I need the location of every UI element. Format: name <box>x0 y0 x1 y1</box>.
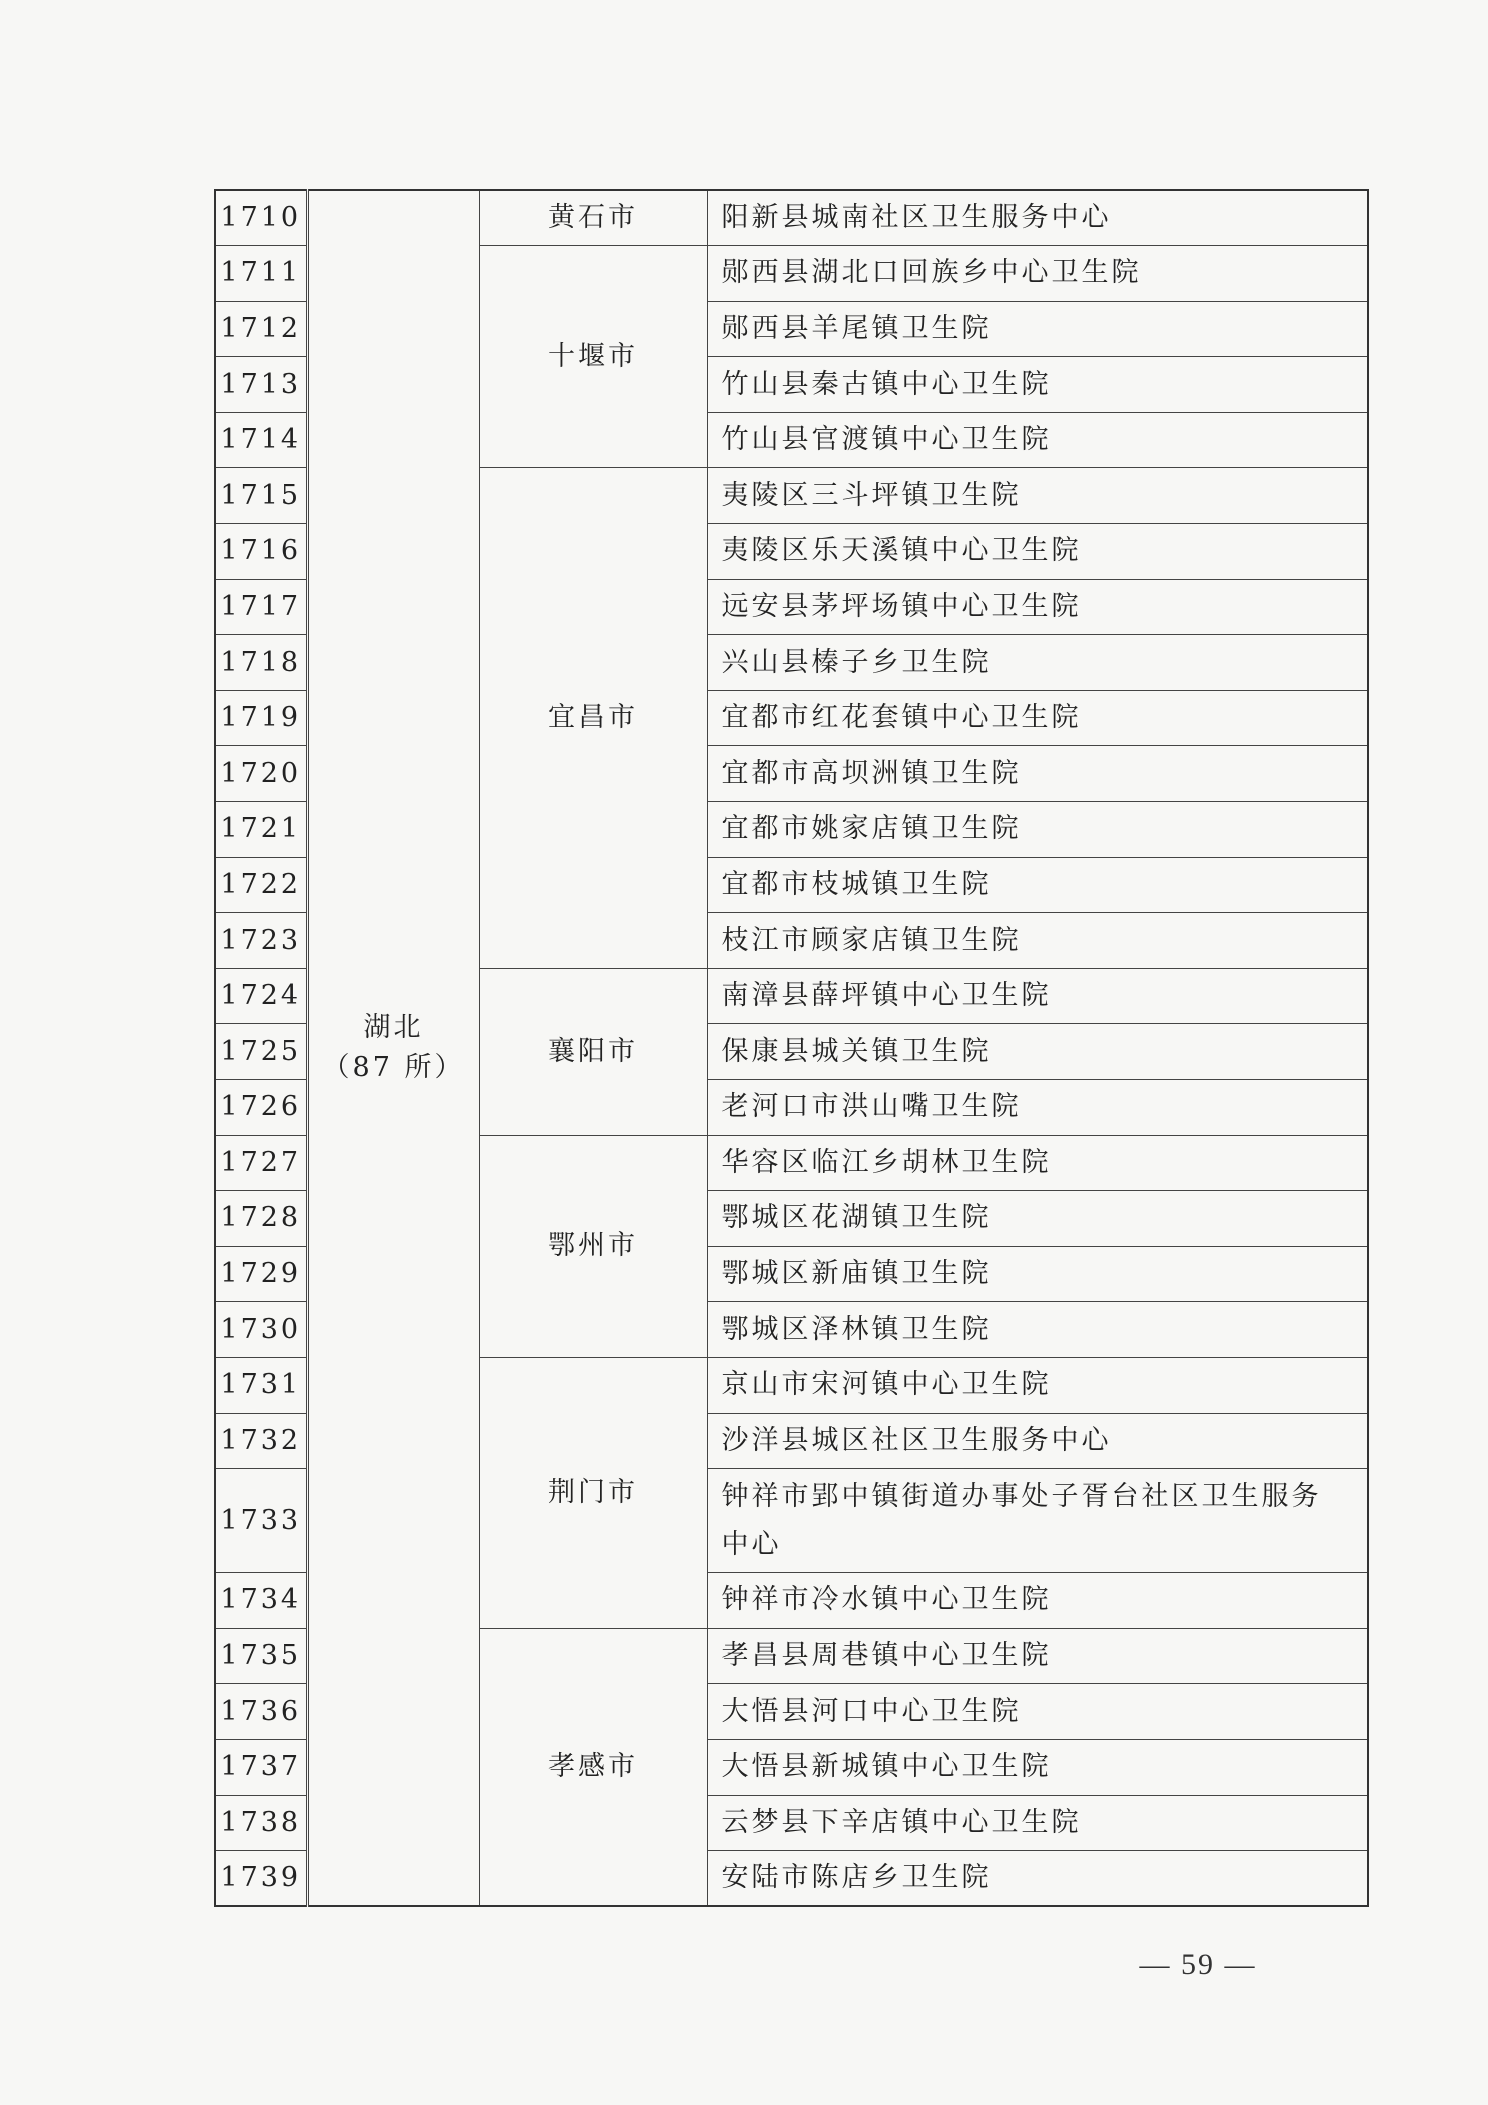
row-number: 1721 <box>215 802 307 858</box>
row-number: 1727 <box>215 1135 307 1191</box>
row-number: 1710 <box>215 190 307 246</box>
institution-name: 宜都市姚家店镇卫生院 <box>707 802 1368 858</box>
row-number: 1729 <box>215 1246 307 1302</box>
city-cell: 十堰市 <box>479 246 707 468</box>
institution-name: 南漳县薛坪镇中心卫生院 <box>707 968 1368 1024</box>
institution-name: 保康县城关镇卫生院 <box>707 1024 1368 1080</box>
city-cell: 宜昌市 <box>479 468 707 968</box>
institution-name: 兴山县榛子乡卫生院 <box>707 635 1368 691</box>
row-number: 1734 <box>215 1573 307 1629</box>
row-number: 1732 <box>215 1413 307 1469</box>
row-number: 1717 <box>215 579 307 635</box>
institution-name: 大悟县新城镇中心卫生院 <box>707 1739 1368 1795</box>
institution-name: 云梦县下辛店镇中心卫生院 <box>707 1795 1368 1851</box>
province-count: （87 所） <box>322 1052 465 1084</box>
institution-name: 宜都市高坝洲镇卫生院 <box>707 746 1368 802</box>
institution-name: 老河口市洪山嘴卫生院 <box>707 1080 1368 1136</box>
row-number: 1712 <box>215 301 307 357</box>
row-number: 1730 <box>215 1302 307 1358</box>
row-number: 1726 <box>215 1080 307 1136</box>
institution-name: 宜都市枝城镇卫生院 <box>707 857 1368 913</box>
institution-name: 沙洋县城区社区卫生服务中心 <box>707 1413 1368 1469</box>
row-number: 1716 <box>215 524 307 580</box>
row-number: 1725 <box>215 1024 307 1080</box>
table-body <box>215 190 1368 1906</box>
row-number: 1713 <box>215 357 307 413</box>
row-number: 1719 <box>215 690 307 746</box>
row-number: 1720 <box>215 746 307 802</box>
row-number: 1723 <box>215 913 307 969</box>
row-number: 1738 <box>215 1795 307 1851</box>
institution-name: 钟祥市郢中镇街道办事处子胥台社区卫生服务中心 <box>707 1469 1368 1573</box>
row-number: 1715 <box>215 468 307 524</box>
institution-name: 安陆市陈店乡卫生院 <box>707 1851 1368 1907</box>
page-number: — 59 — <box>1139 1948 1257 1981</box>
institution-name: 夷陵区乐天溪镇中心卫生院 <box>707 524 1368 580</box>
institution-name: 鄂城区新庙镇卫生院 <box>707 1246 1368 1302</box>
institution-name: 大悟县河口中心卫生院 <box>707 1684 1368 1740</box>
row-number: 1737 <box>215 1739 307 1795</box>
row-number: 1724 <box>215 968 307 1024</box>
institution-name: 钟祥市冷水镇中心卫生院 <box>707 1573 1368 1629</box>
province-name: 湖北 <box>363 1012 424 1044</box>
row-number: 1739 <box>215 1851 307 1907</box>
institution-name: 竹山县秦古镇中心卫生院 <box>707 357 1368 413</box>
institution-name: 鄂城区泽林镇卫生院 <box>707 1302 1368 1358</box>
institution-name: 宜都市红花套镇中心卫生院 <box>707 690 1368 746</box>
city-cell: 襄阳市 <box>479 968 707 1135</box>
institution-name: 远安县茅坪场镇中心卫生院 <box>707 579 1368 635</box>
province-cell <box>307 190 479 1906</box>
row-number: 1728 <box>215 1191 307 1247</box>
institution-name: 郧西县羊尾镇卫生院 <box>707 301 1368 357</box>
institution-name: 枝江市顾家店镇卫生院 <box>707 913 1368 969</box>
row-number: 1736 <box>215 1684 307 1740</box>
row-number: 1714 <box>215 412 307 468</box>
city-cell: 荆门市 <box>479 1357 707 1628</box>
health-center-table <box>214 189 1369 1907</box>
institution-name: 孝昌县周巷镇中心卫生院 <box>707 1628 1368 1684</box>
row-number: 1735 <box>215 1628 307 1684</box>
table-row <box>215 190 1368 246</box>
institution-name: 鄂城区花湖镇卫生院 <box>707 1191 1368 1247</box>
institution-name: 夷陵区三斗坪镇卫生院 <box>707 468 1368 524</box>
row-number: 1731 <box>215 1357 307 1413</box>
city-cell: 鄂州市 <box>479 1135 707 1357</box>
institution-name: 竹山县官渡镇中心卫生院 <box>707 412 1368 468</box>
city-cell: 黄石市 <box>479 190 707 246</box>
city-cell: 孝感市 <box>479 1628 707 1906</box>
institution-name: 阳新县城南社区卫生服务中心 <box>707 190 1368 246</box>
row-number: 1718 <box>215 635 307 691</box>
row-number: 1711 <box>215 246 307 302</box>
institution-name: 京山市宋河镇中心卫生院 <box>707 1357 1368 1413</box>
row-number: 1722 <box>215 857 307 913</box>
row-number: 1733 <box>215 1469 307 1573</box>
institution-name: 郧西县湖北口回族乡中心卫生院 <box>707 246 1368 302</box>
institution-name: 华容区临江乡胡林卫生院 <box>707 1135 1368 1191</box>
